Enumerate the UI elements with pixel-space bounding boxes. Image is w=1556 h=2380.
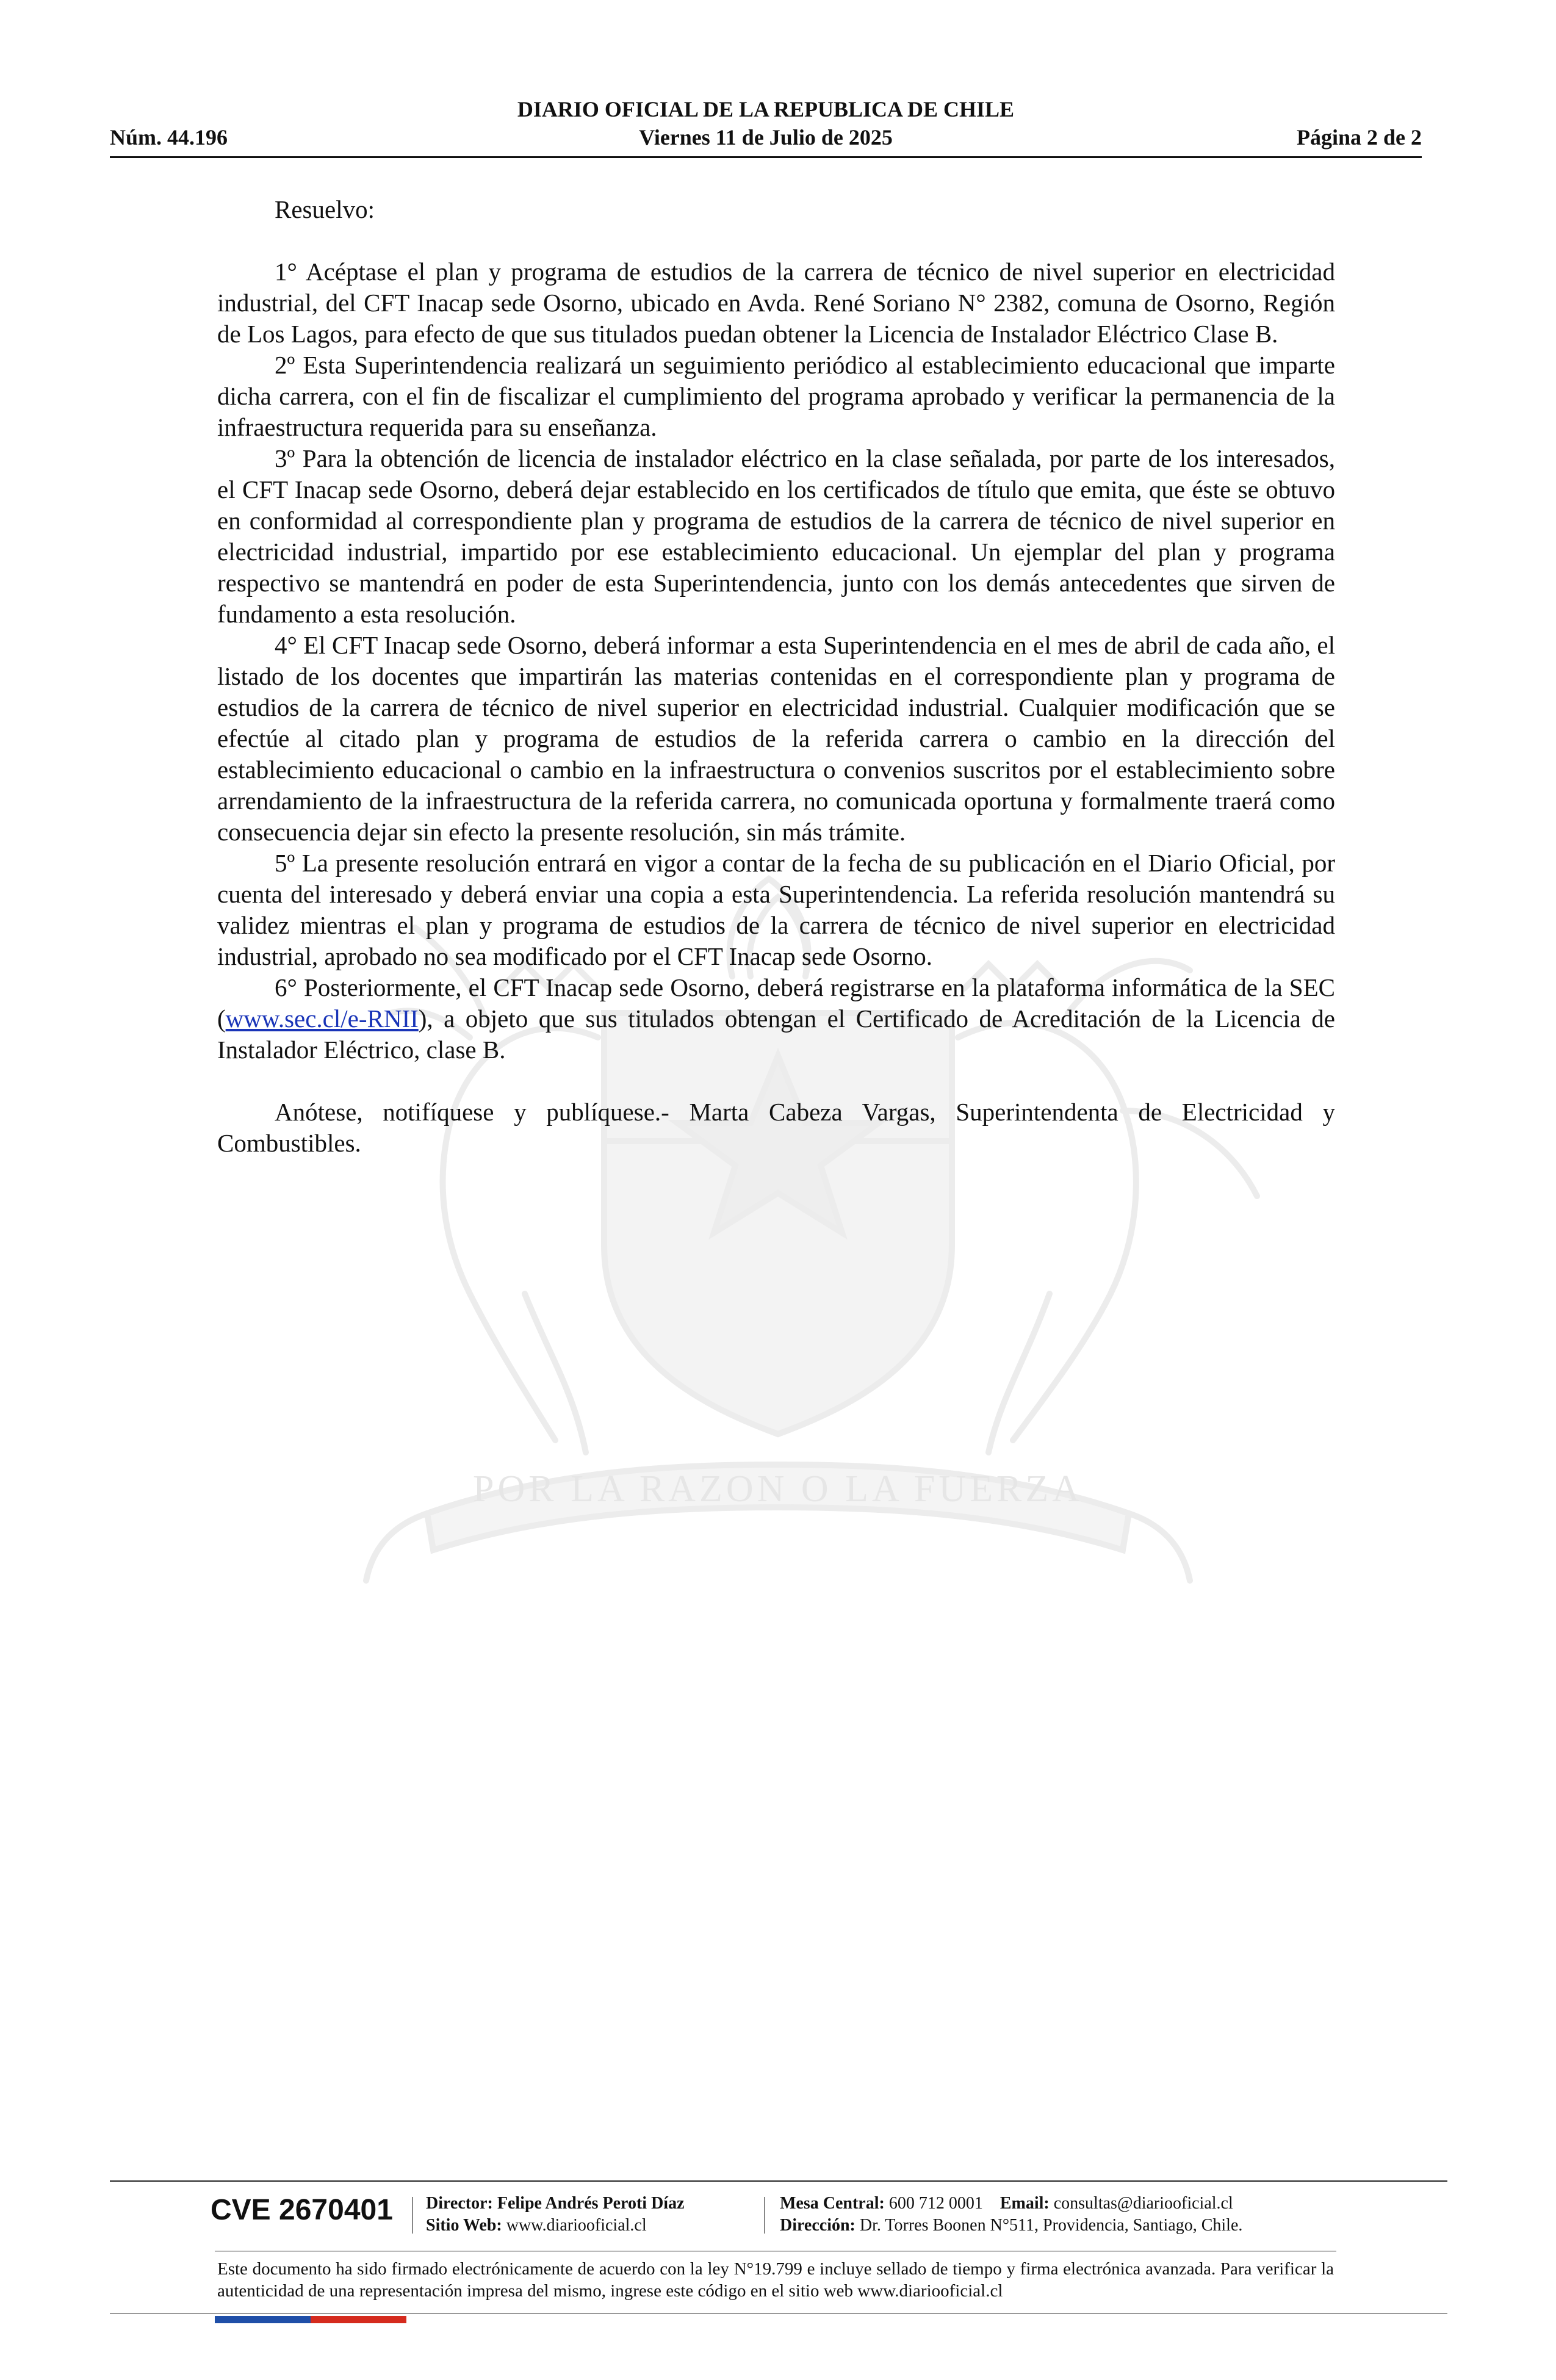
address-label: Dirección: xyxy=(780,2216,855,2235)
item-6-text-after: ), a objeto que sus titulados obtengan el Certificado de Acreditación de la Licencia de Instalador Eléctrico, clase B. xyxy=(217,1004,1335,1064)
email-label: Email: xyxy=(1000,2194,1050,2213)
footer-bottom-divider xyxy=(110,2313,1447,2314)
resolution-item-1: 1° Acéptase el plan y programa de estudios de la carrera de técnico de nivel superior en electricidad industrial, del CFT Inacap sede Osorno, ubicado en Avda. René Soriano N° 2382, comuna de Osorno, Región de Los Lagos, para efecto de que sus titulados puedan obtener la Licencia de Instalador Eléctrico Clase B. xyxy=(217,258,1335,348)
mesa-phone: 600 712 0001 xyxy=(888,2194,983,2213)
issue-date: Viernes 11 de Julio de 2025 xyxy=(639,125,893,150)
footer-separator xyxy=(764,2197,765,2234)
resolution-item-5: 5º La presente resolución entrará en vigor a contar de la fecha de su publicación en el Diario Oficial, por cuenta del interesado y deberá enviar una copia a esta Superintendencia. La referida resolución mantendrá su validez mientras el plan y programa de estudios de la carrera de técnico de nivel superior en electricidad industrial, aprobado no sea modificado por el CFT Inacap sede Osorno. xyxy=(217,849,1335,970)
page-header xyxy=(110,96,1422,157)
flag-stripe-red xyxy=(311,2316,406,2323)
sec-platform-link[interactable]: www.sec.cl/e-RNII xyxy=(225,1004,419,1033)
flag-stripe-blue xyxy=(215,2316,311,2323)
footer-separator xyxy=(412,2197,413,2234)
gazette-title: DIARIO OFICIAL DE LA REPUBLICA DE CHILE xyxy=(517,97,1015,121)
header-divider xyxy=(110,156,1422,158)
page-footer xyxy=(110,2185,1447,2243)
director-name: Felipe Andrés Peroti Díaz xyxy=(497,2194,685,2213)
email-address: consultas@diariooficial.cl xyxy=(1053,2194,1233,2213)
footer-director-block xyxy=(426,2193,685,2237)
resolution-item-3: 3º Para la obtención de licencia de instalador eléctrico en la clase señalada, por parte de los interesados, el CFT Inacap sede Osorno, deberá dejar establecido en los certificados de título que emita, que éste se obtuvo en conformidad al correspondiente plan y programa de estudios de la carrera de técnico de nivel superior en electricidad industrial, impartido por ese establecimiento educacional. Un ejemplar del plan y programa respectivo se mantendrá en poder de esta Superintendencia, junto con los demás antecedentes que sirven de fundamento a esta resolución. xyxy=(217,444,1335,628)
site-url: www.diariooficial.cl xyxy=(506,2216,647,2235)
page-indicator: Página 2 de 2 xyxy=(1296,125,1422,150)
resolution-item-4: 4° El CFT Inacap sede Osorno, deberá informar a esta Superintendencia en el mes de abril de cada año, el listado de los docentes que impartirán las materias contenidas en el correspondiente plan y programa de estudios de la carrera de técnico de nivel superior en electricidad industrial. Cualquier modificación que se efectúe al citado plan y programa de estudios de la referida carrera o cambio en la dirección del establecimiento educacional o cambio en la infraestructura o convenios suscritos por el establecimiento sobre arrendamiento de la infraestructura de la referida carrera, no comunicada oportuna y formalmente traerá como consecuencia dejar sin efecto la presente resolución, sin más trámite. xyxy=(217,631,1335,846)
director-label: Director: xyxy=(426,2194,493,2213)
site-label: Sitio Web: xyxy=(426,2216,502,2235)
footer-top-divider xyxy=(110,2180,1447,2182)
footer-mid-divider xyxy=(215,2251,1336,2252)
address-value: Dr. Torres Boonen N°511, Providencia, Santiago, Chile. xyxy=(859,2216,1243,2235)
issue-number: Núm. 44.196 xyxy=(110,125,228,150)
resolution-item-2: 2º Esta Superintendencia realizará un seguimiento periódico al establecimiento educacional que imparte dicha carrera, con el fin de fiscalizar el cumplimiento del programa aprobado y verificar la permanencia de la infraestructura requerida para su enseñanza. xyxy=(217,351,1335,441)
salutation: Resuelvo: xyxy=(275,195,375,223)
resolution-item-6 xyxy=(217,972,1335,1066)
closing-signature: Anótese, notifíquese y publíquese.- Marta Cabeza Vargas, Superintendenta de Electricidad y Combustibles. xyxy=(217,1098,1335,1157)
item-6-text-before: 6° Posteriormente, el CFT Inacap sede Osorno, deberá registrarse en la plataforma informática de la SEC ( xyxy=(217,973,1335,1033)
cve-code: CVE 2670401 xyxy=(211,2194,393,2226)
mesa-label: Mesa Central: xyxy=(780,2194,885,2213)
watermark-motto: POR LA RAZON O LA FUERZA xyxy=(472,1468,1084,1510)
legal-notice: Este documento ha sido firmado electrónicamente de acuerdo con la ley N°19.799 e incluye sellado de tiempo y firma electrónica avanzada. Para verificar la autenticidad de una representación impresa del mismo, ingrese este código en el sitio web www.diariooficial.cl xyxy=(217,2259,1334,2301)
resolution-body xyxy=(217,194,1335,1159)
footer-contact-block xyxy=(780,2193,1242,2237)
